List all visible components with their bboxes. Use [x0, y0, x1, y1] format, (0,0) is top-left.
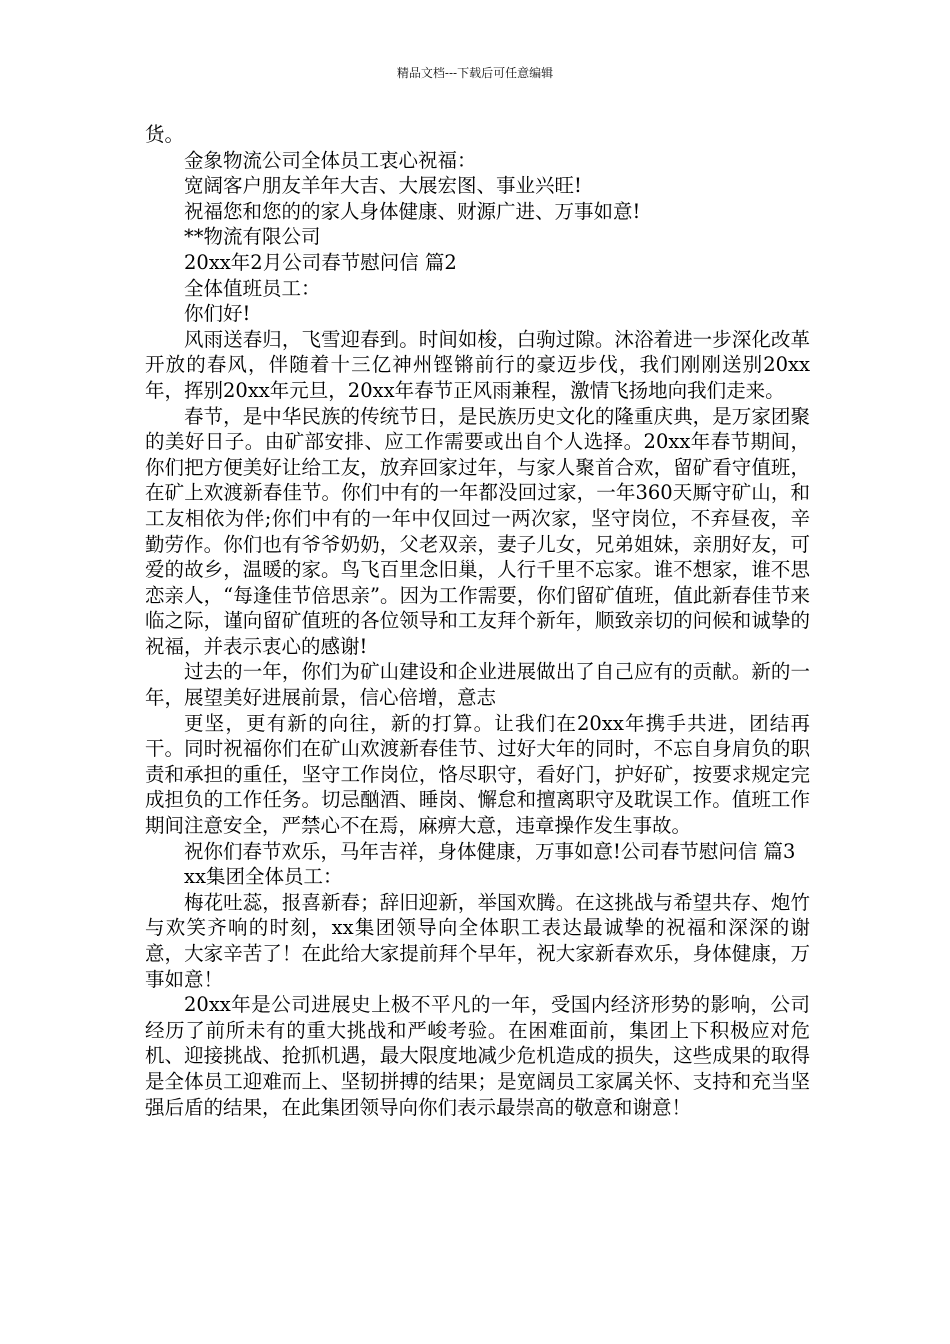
- section-title-2: 20xx年2月公司春节慰问信 篇2: [184, 250, 457, 274]
- document-body: [145, 122, 810, 1120]
- paragraph-5: **物流有限公司: [184, 225, 321, 249]
- paragraph-3: 宽阔客户朋友羊年大吉、大展宏图、事业兴旺!: [184, 174, 582, 198]
- paragraph-13: 祝你们春节欢乐，马年吉祥，身体健康，万事如意!公司春节慰问信 篇3: [184, 839, 796, 863]
- salutation-3: xx集团全体员工：: [184, 865, 343, 889]
- paragraph-1: 货。: [145, 123, 185, 146]
- page-header: 精品文档---下载后可任意编辑: [396, 66, 554, 80]
- paragraph-10: 春节，是中华民族的传统节日，是民族历史文化的隆重庆典，是万家团聚的美好日子。由矿部安排、应工作需要或出自个人选择。20xx年春节期间，你们把方便美好让给工友，放弃回家过年，与家人聚首合欢，留矿看守值班，在矿上欢渡新春佳节。你们中有的一年都没回过家，一年360天厮守矿山，和工友相依为伴;你们中有的一年中仅回过一两次家，坚守岗位，不弃昼夜，辛勤劳作。你们也有爷爷奶奶，父老双亲，妻子儿女，兄弟姐妹，亲朋好友，可爱的故乡，温暖的家。鸟飞百里念旧巢，人行千里不忘家。谁不想家，谁不思恋亲人，“每逢佳节倍思亲”。因为工作需要，你们留矿值班，值此新春佳节来临之际，谨向留矿值班的各位领导和工友拜个新年，顺致亲切的问候和诚挚的祝福，并表示衷心的感谢!: [145, 404, 810, 658]
- paragraph-4: 祝福您和您的的家人身体健康、财源广进、万事如意!: [184, 199, 641, 223]
- paragraph-2: 金象物流公司全体员工衷心祝福：: [184, 148, 477, 172]
- greeting-2: 你们好!: [184, 302, 251, 326]
- paragraph-12: 更坚，更有新的向往，新的打算。让我们在20xx年携手共进，团结再干。同时祝福你们在矿山欢渡新春佳节、过好大年的同时，不忘自身肩负的职责和承担的重任，坚守工作岗位，恪尽职守，看好门，护好矿，按要求规定完成担负的工作任务。切忌酗酒、睡岗、懈怠和擅离职守及耽误工作。值班工作期间注意安全，严禁心不在焉，麻痹大意，违章操作发生事故。: [145, 711, 810, 838]
- paragraph-11: 过去的一年，你们为矿山建设和企业进展做出了自己应有的贡献。新的一年，展望美好进展前景，信心倍增，意志: [145, 660, 810, 710]
- paragraph-9: 风雨送春归，飞雪迎春到。时间如梭，白驹过隙。沐浴着进一步深化改革开放的春风，伴随着十三亿神州铿锵前行的豪迈步伐，我们刚刚送别20xx年，挥别20xx年元旦，20xx年春节正风雨兼程，激情飞扬地向我们走来。: [145, 327, 810, 402]
- salutation-2: 全体值班员工：: [184, 276, 321, 300]
- paragraph-15: 梅花吐蕊，报喜新春；辞旧迎新，举国欢腾。在这挑战与希望共存、炮竹与欢笑齐响的时刻，xx集团领导向全体职工表达最诚挚的祝福和深深的谢意，大家辛苦了！在此给大家提前拜个早年，祝大家新春欢乐，身体健康，万事如意！: [145, 890, 810, 991]
- paragraph-16: 20xx年是公司进展史上极不平凡的一年，受国内经济形势的影响，公司经历了前所未有的重大挑战和严峻考验。在困难面前，集团上下积极应对危机、迎接挑战、抢抓机遇，最大限度地减少危机造成的损失，这些成果的取得是全体员工迎难而上、坚韧拼搏的结果；是宽阔员工家属关怀、支持和充当坚强后盾的结果，在此集团领导向你们表示最崇高的敬意和谢意！: [145, 993, 810, 1119]
